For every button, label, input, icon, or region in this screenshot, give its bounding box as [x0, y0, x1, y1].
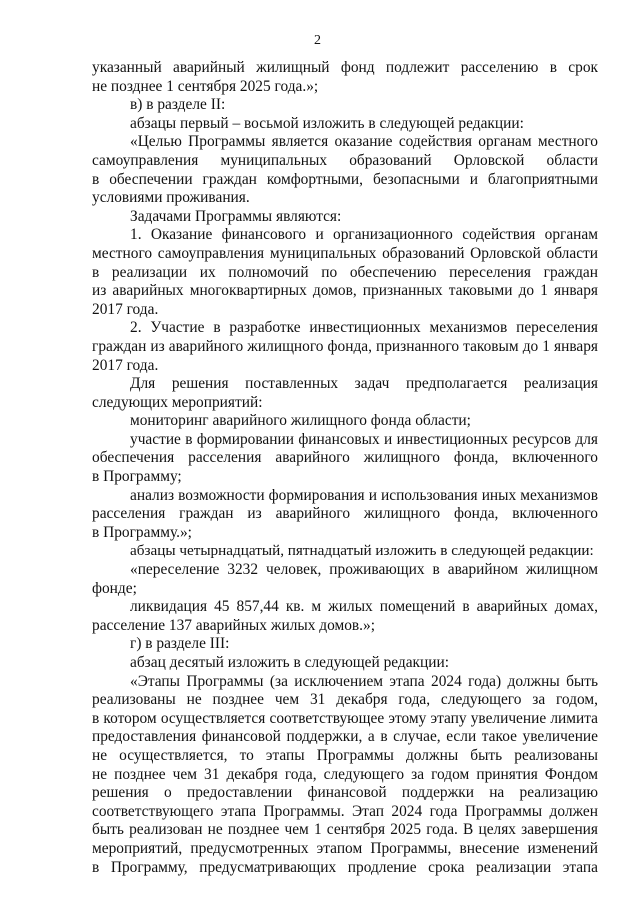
text-line: условиями проживания. [92, 189, 250, 207]
text-line: фонде; [92, 579, 137, 597]
text-line: в котором осуществляется соответствующее этому этапу увеличение лимита [92, 709, 598, 727]
paragraph-p16 [92, 654, 598, 673]
text-line: в) в разделе II: [130, 96, 226, 114]
paragraph-p02 [92, 96, 598, 115]
text-line: из аварийных многоквартирных домов, признанных таковыми до 1 января [92, 282, 598, 300]
text-line: абзацы четырнадцатый, пятнадцатый изложить в следующей редакции: [130, 542, 594, 560]
text-line: мероприятий, предусмотренных этапом Программы, внесение изменений [92, 839, 598, 857]
text-line: в Программу; [92, 468, 182, 486]
text-line: «Этапы Программы (за исключением этапа 2024 года) должны быть [130, 672, 598, 690]
text-line: г) в разделе III: [130, 635, 230, 653]
text-line: самоуправления муниципальных образований Орловской области [92, 151, 598, 169]
text-line: не позднее чем 31 декабря года, следующего за годом принятия Фондом [92, 765, 598, 783]
text-line: расселения граждан из аварийного жилищного фонда, включенного [92, 505, 598, 523]
text-line: решения о предоставлении финансовой поддержки на реализацию [92, 784, 598, 802]
text-line: граждан из аварийного жилищного фонда, признанного таковым до 1 января [92, 337, 598, 355]
text-line: абзац десятый изложить в следующей редакции: [130, 654, 450, 671]
paragraph-p13 [92, 561, 598, 598]
text-line: «Целью Программы является оказание содействия органам местного [130, 133, 598, 151]
text-line: мониторинг аварийного жилищного фонда области; [130, 412, 471, 430]
text-line: в Программу.»; [92, 523, 192, 541]
paragraph-p09 [92, 412, 598, 431]
text-line: следующих мероприятий: [92, 393, 263, 411]
text-line: 2017 года. [92, 300, 159, 318]
text-line: указанный аварийный жилищный фонд подлежит расселению в срок [92, 59, 598, 76]
text-line: «переселение 3232 человек, проживающих в аварийном жилищном [130, 561, 598, 579]
text-line: в обеспечении граждан комфортными, безопасными и благоприятными [92, 170, 598, 188]
text-line: реализованы не позднее чем 31 декабря года, следующего за годом, [92, 691, 598, 709]
text-line: 2. Участие в разработке инвестиционных механизмов переселения [130, 319, 598, 337]
paragraph-p04 [92, 133, 598, 207]
text-line: в Программу, предусматривающих продление срока реализации этапа [92, 858, 598, 876]
text-line: участие в формировании финансовых и инвестиционных ресурсов для [130, 430, 598, 448]
paragraph-p07 [92, 319, 598, 375]
paragraph-p01 [92, 59, 598, 96]
text-line: Задачами Программы являются: [130, 207, 342, 225]
text-line: анализ возможности формирования и использования иных механизмов [130, 486, 598, 504]
text-line: Для решения поставленных задач предполагается реализация [130, 375, 598, 393]
paragraph-p15 [92, 635, 598, 654]
paragraph-p10 [92, 431, 598, 487]
text-line: абзацы первый – восьмой изложить в следующей редакции: [130, 114, 524, 132]
text-line: быть реализован не позднее чем 1 сентября 2025 года. В целях завершения [92, 821, 598, 839]
text-line: ликвидация 45 857,44 кв. м жилых помещений в аварийных домах, [130, 598, 598, 616]
text-line: местного самоуправления муниципальных образований Орловской области [92, 244, 598, 262]
paragraph-p14 [92, 598, 598, 635]
page-number: 2 [314, 33, 321, 48]
document-body [92, 59, 598, 877]
text-line: обеспечения расселения аварийного жилищного фонда, включенного [92, 449, 598, 467]
text-line: 2017 года. [92, 356, 159, 374]
text-line: расселение 137 аварийных жилых домов.»; [92, 616, 376, 634]
paragraph-p05 [92, 208, 598, 227]
paragraph-p08 [92, 375, 598, 412]
text-line: в реализации их полномочий по обеспечению переселения граждан [92, 263, 598, 281]
text-line: не осуществляется, то этапы Программы должны быть реализованы [92, 746, 598, 764]
paragraph-p17 [92, 673, 598, 878]
paragraph-p03 [92, 115, 598, 134]
text-line: не позднее 1 сентября 2025 года.»; [92, 77, 319, 95]
paragraph-p12 [92, 542, 598, 561]
paragraph-p06 [92, 226, 598, 319]
paragraph-p11 [92, 487, 598, 543]
text-line: 1. Оказание финансового и организационного содействия органам [130, 226, 598, 244]
text-line: соответствующего этапа Программы. Этап 2024 года Программы должен [92, 802, 598, 820]
text-line: предоставления финансовой поддержки, а в случае, если такое увеличение [92, 728, 598, 746]
